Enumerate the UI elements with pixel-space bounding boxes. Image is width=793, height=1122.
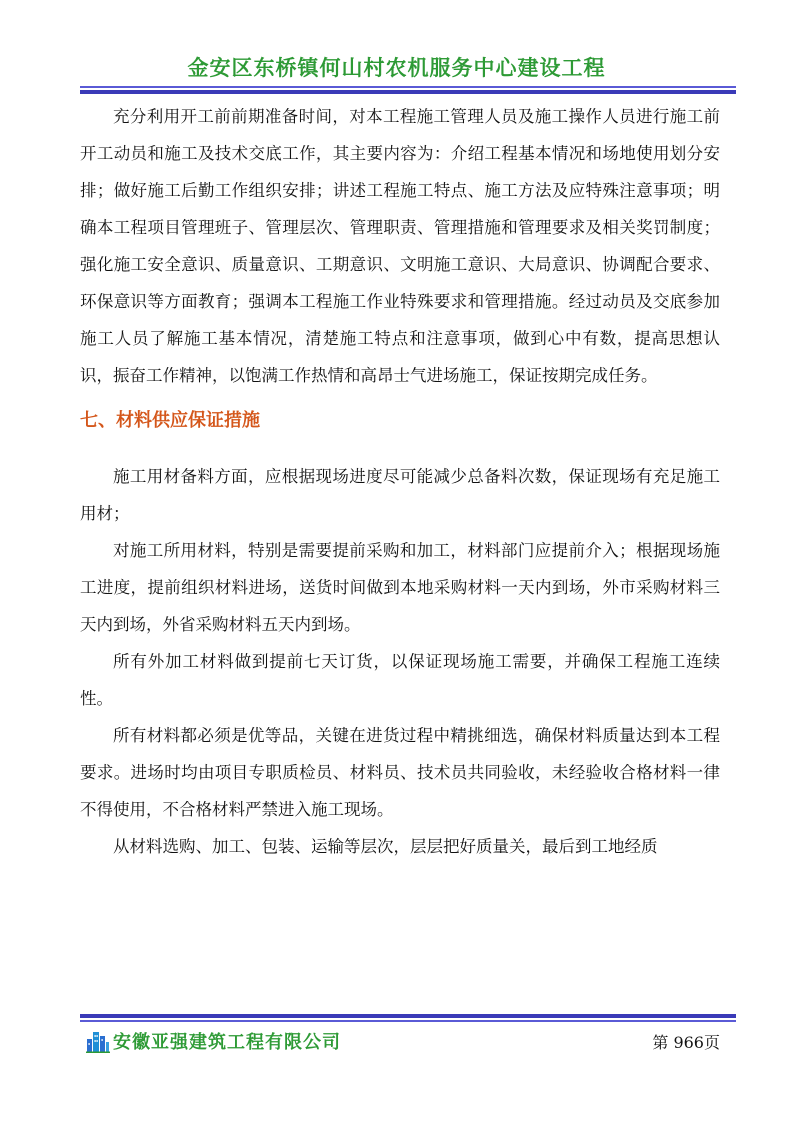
header-divider (80, 86, 736, 94)
section-heading: 七、材料供应保证措施 (80, 410, 260, 431)
body-paragraph: 所有材料都必须是优等品，关键在进货过程中精挑细选，确保材料质量达到本工程要求。进场时均由项目专职质检员、材料员、技术员共同验收，未经验收合格材料一律不得使用，不合格材料严禁进入施工现场。 (80, 726, 720, 819)
body-paragraph: 所有外加工材料做到提前七天订货，以保证现场施工需要，并确保工程施工连续性。 (80, 652, 720, 708)
building-logo-icon (86, 1029, 110, 1053)
document-header-title: 金安区东桥镇何山村农机服务中心建设工程 (187, 56, 606, 80)
document-footer (80, 1026, 720, 1056)
body-paragraph: 从材料选购、加工、包装、运输等层次，层层把好质量关，最后到工地经质 (113, 837, 658, 856)
page-number: 第 966页 (652, 1033, 720, 1052)
company-name: 安徽亚强建筑工程有限公司 (113, 1032, 341, 1053)
body-paragraph: 对施工所用材料，特别是需要提前采购和加工，材料部门应提前介入；根据现场施工进度，提前组织材料进场，送货时间做到本地采购材料一天内到场，外市采购材料三天内到场，外省采购材料五天内到场。 (80, 541, 720, 634)
body-paragraph: 施工用材备料方面，应根据现场进度尽可能减少总备料次数，保证现场有充足施工用材； (80, 467, 720, 523)
intro-paragraph: 充分利用开工前前期准备时间，对本工程施工管理人员及施工操作人员进行施工前开工动员和施工及技术交底工作，其主要内容为：介绍工程基本情况和场地使用划分安排；做好施工后勤工作组织安排；讲述工程施工特点、施工方法及应特殊注意事项；明确本工程项目管理班子、管理层次、管理职责、管理措施和管理要求及相关奖罚制度；强化施工安全意识、质量意识、工期意识、文明施工意识、大局意识、协调配合要求、环保意识等方面教育；强调本工程施工作业特殊要求和管理措施。经过动员及交底参加施工人员了解施工基本情况，清楚施工特点和注意事项，做到心中有数，提高思想认识，振奋工作精神，以饱满工作热情和高昂士气进场施工，保证按期完成任务。 (80, 107, 720, 385)
document-body (80, 98, 720, 865)
footer-divider (80, 1014, 736, 1022)
